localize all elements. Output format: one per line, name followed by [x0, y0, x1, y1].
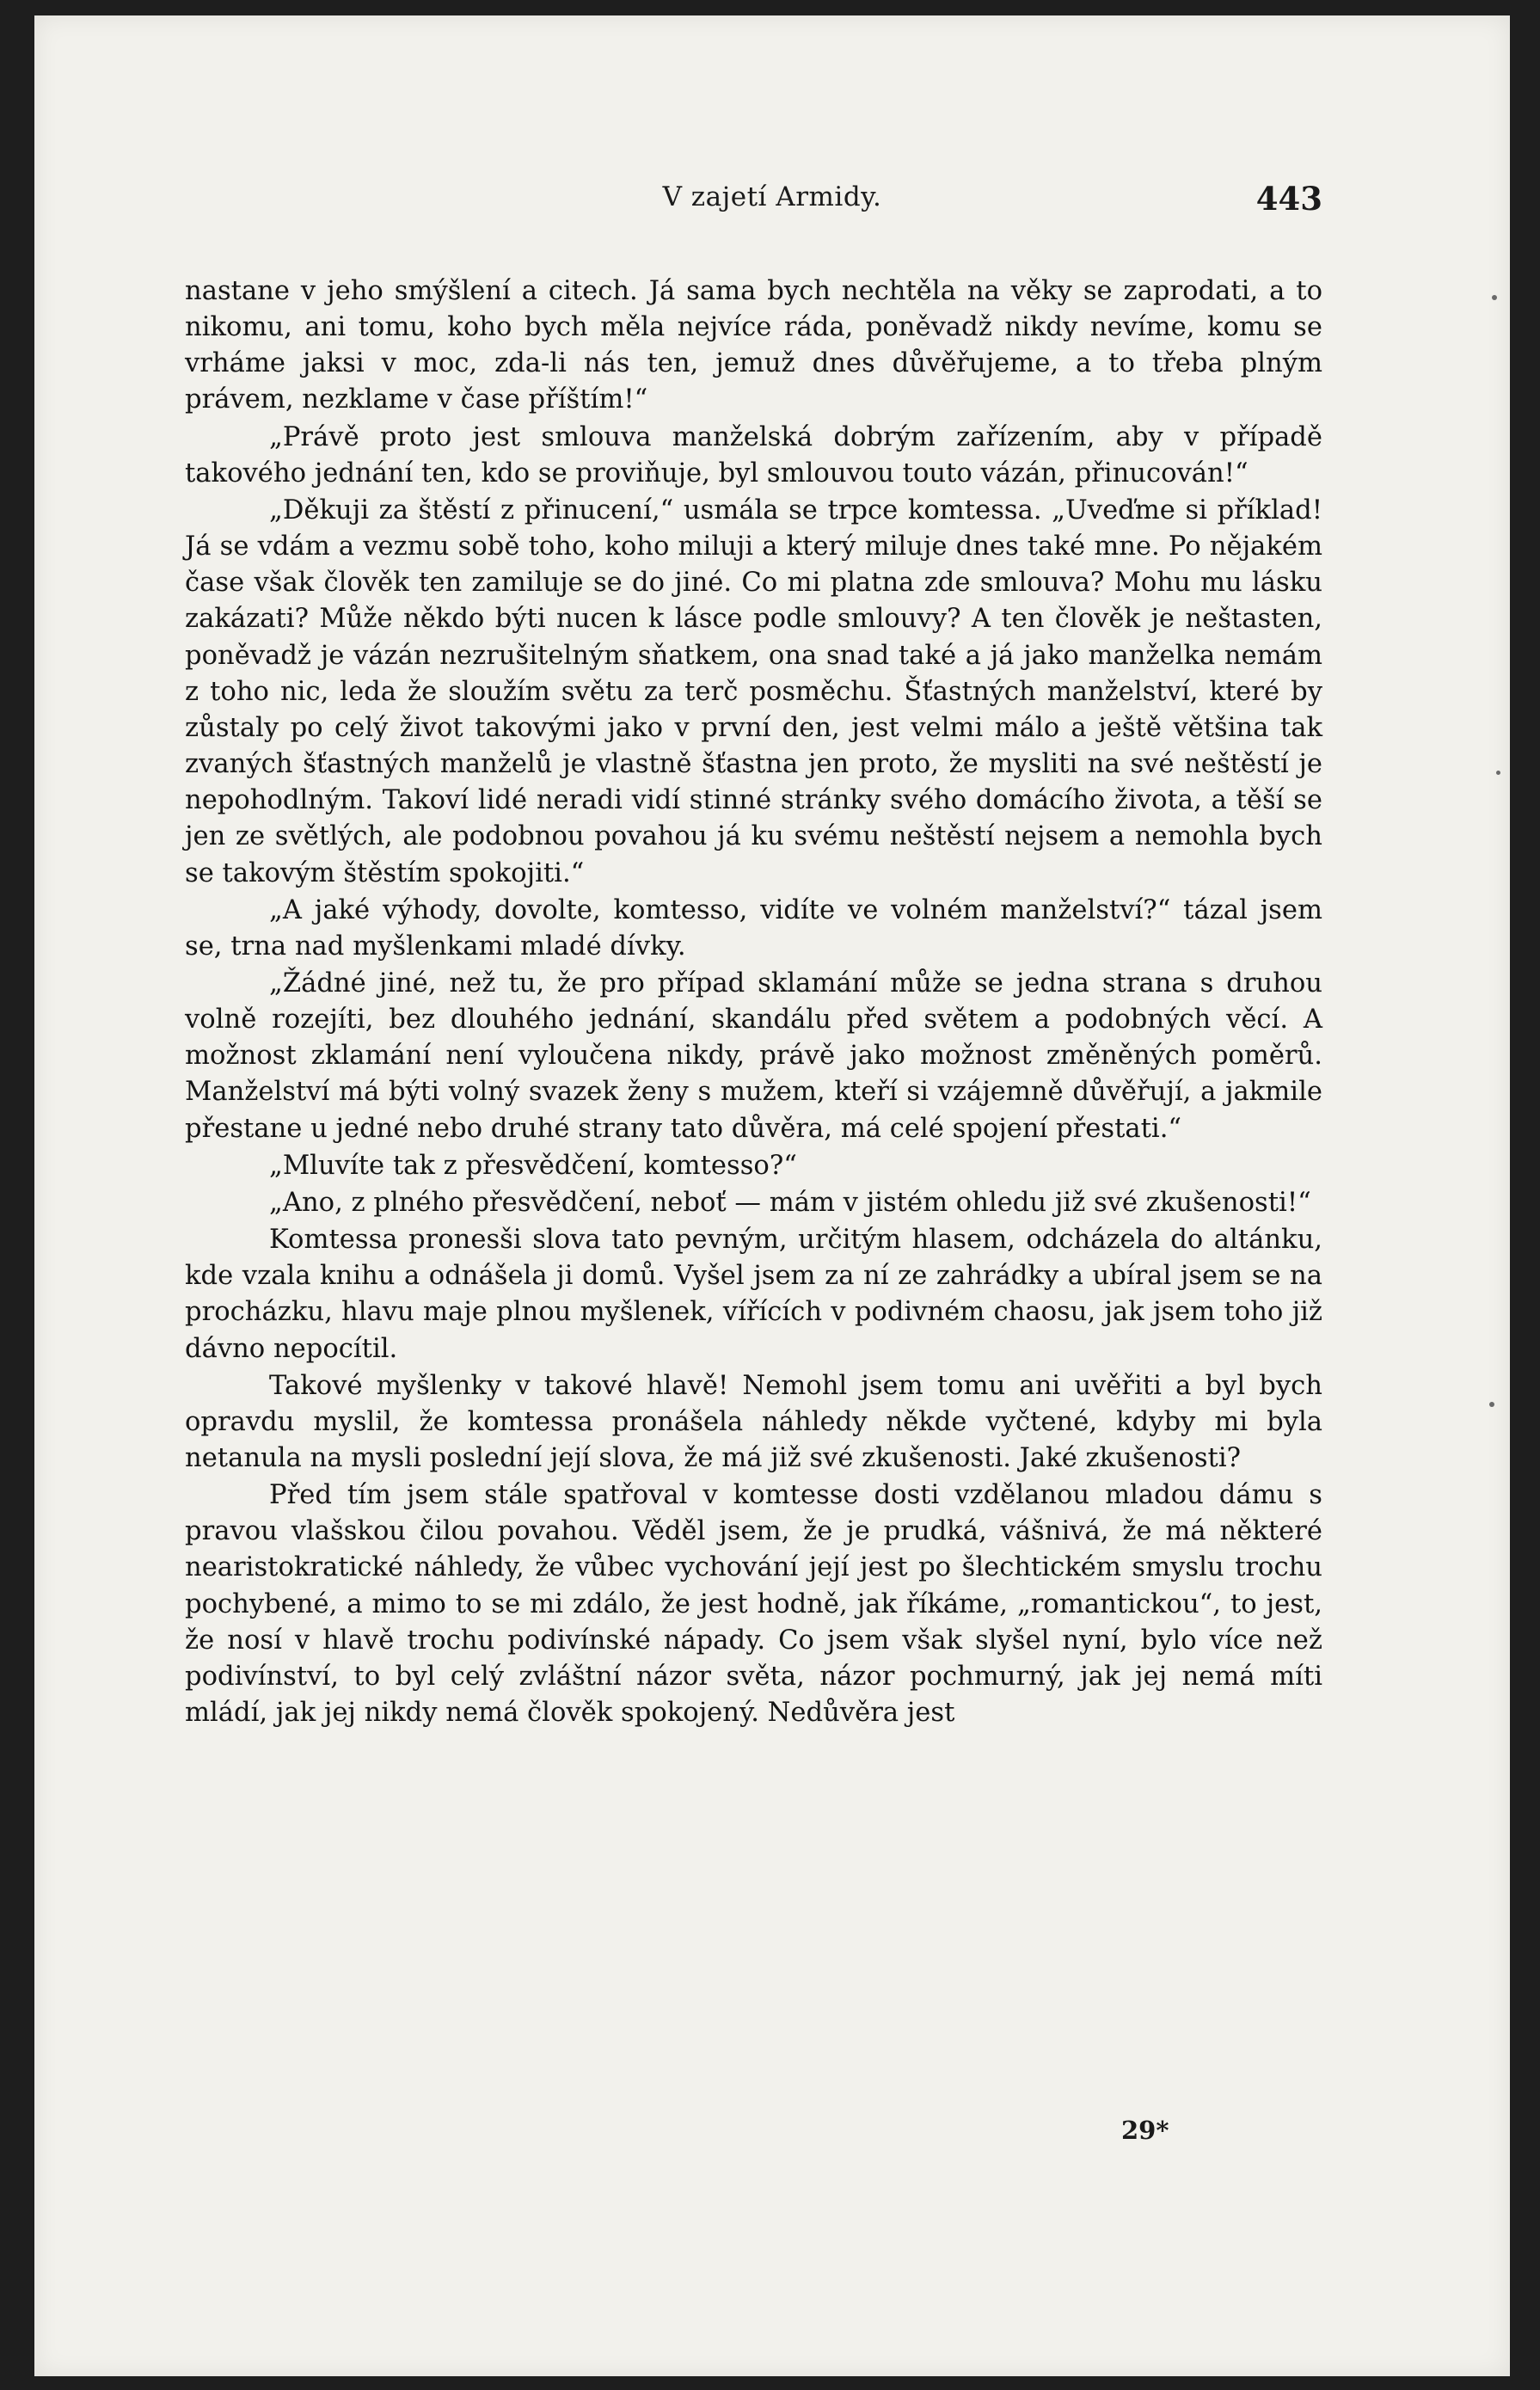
edge-speck [1489, 1402, 1494, 1407]
running-title: V zajetí Armidy. [662, 181, 882, 212]
signature-mark: 29* [1121, 2116, 1169, 2145]
paragraph: Před tím jsem stále spatřoval v komtesse dosti vzdělanou mladou dámu s pravou vlašskou čilou povahou. Věděl jsem, že je prudká, vášnivá, že má některé nearistokratické náhledy, že vůbec vychování její jest po šlechtickém smyslu trochu pochybené, a mimo to se mi zdálo, že jest hodně, jak říkáme, „romantickou“, to jest, že nosí v hlavě trochu podivínské nápady. Co jsem však slyšel nyní, bylo více než podivínství, to byl celý zvláštní názor světa, názor pochmurný, jak jej nemá míti mládí, jak jej nikdy nemá člověk spokojený. Nedůvěra jest [185, 1480, 1322, 1729]
edge-speck [1492, 295, 1497, 300]
paragraph: Takové myšlenky v takové hlavě! Nemohl jsem tomu ani uvěřiti a byl bych opravdu myslil, že komtessa pronášela náhledy někde vyčtené, kdyby mi byla netanula na mysli poslední její slova, že má již své zkušenosti. Jaké zkušenosti? [185, 1370, 1322, 1473]
page-number: 443 [1255, 180, 1322, 218]
body-text [185, 273, 1322, 1731]
paragraph: „Ano, z plného přesvědčení, neboť — mám v jistém ohledu již své zkušenosti!“ [269, 1187, 1311, 1218]
paragraph: „Žádné jiné, než tu, že pro případ sklamání může se jedna strana s druhou volně rozejíti, bez dlouhého jednání, skandálu před světem a podobných věcí. A možnost zklamání není vyloučena nikdy, právě jako možnost změněných poměrů. Manželství má býti volný svazek ženy s mužem, kteří si vzájemně důvěřují, a jakmile přestane u jedné nebo druhé strany tato důvěra, má celé spojení přestati.“ [185, 968, 1322, 1144]
paragraph: „Děkuji za štěstí z přinucení,“ usmála se trpce komtessa. „Uveďme si příklad! Já se vdám a vezmu sobě toho, koho miluji a který miluje dnes také mne. Po nějakém čase však člověk ten zamiluje se do jiné. Co mi platna zde smlouva? Mohu mu lásku zakázati? Může někdo býti nucen k lásce podle smlouvy? A ten člověk je neštasten, poněvadž je vázán nezrušitelným sňatkem, ona snad také a já jako manželka nemám z toho nic, leda že sloužím světu za terč posměchu. Šťastných manželství, které by zůstaly po celý život takovými jako v první den, jest velmi málo a ještě většina tak zvaných šťastných manželů je vlastně šťastna jen proto, že mysliti na své neštěstí je nepohodlným. Takoví lidé neradi vidí stinné stránky svého domácího života, a těší se jen ze světlých, ale podobnou povahou já ku svému neštěstí nejsem a nemohla bych se takovým štěstím spokojiti.“ [185, 495, 1322, 888]
paragraph: Komtessa pronesši slova tato pevným, určitým hlasem, odcházela do altánku, kde vzala knihu a odnášela ji domů. Vyšel jsem za ní ze zahrádky a ubíral jsem se na procházku, hlavu maje plnou myšlenek, vířících v podivném chaosu, jak jsem toho již dávno nepocítil. [185, 1225, 1322, 1364]
paragraph: „Právě proto jest smlouva manželská dobrým zařízením, aby v případě takového jednání ten, kdo se proviňuje, byl smlouvou touto vázán, přinucován!“ [185, 421, 1322, 488]
paragraph: nastane v jeho smýšlení a citech. Já sama bych nechtěla na věky se zaprodati, a to nikomu, ani tomu, koho bych měla nejvíce ráda, poněvadž nikdy nevíme, komu se vrháme jaksi v moc, zda-li nás ten, jemuž dnes důvěřujeme, a to třeba plným právem, nezklame v čase příštím!“ [185, 276, 1322, 415]
page-header [34, 175, 1510, 226]
book-page [34, 15, 1510, 2376]
paragraph: „A jaké výhody, dovolte, komtesso, vidíte ve volném manželství?“ tázal jsem se, trna nad myšlenkami mladé dívky. [185, 894, 1322, 962]
paragraph: „Mluvíte tak z přesvědčení, komtesso?“ [269, 1150, 797, 1181]
edge-speck [1496, 771, 1500, 775]
